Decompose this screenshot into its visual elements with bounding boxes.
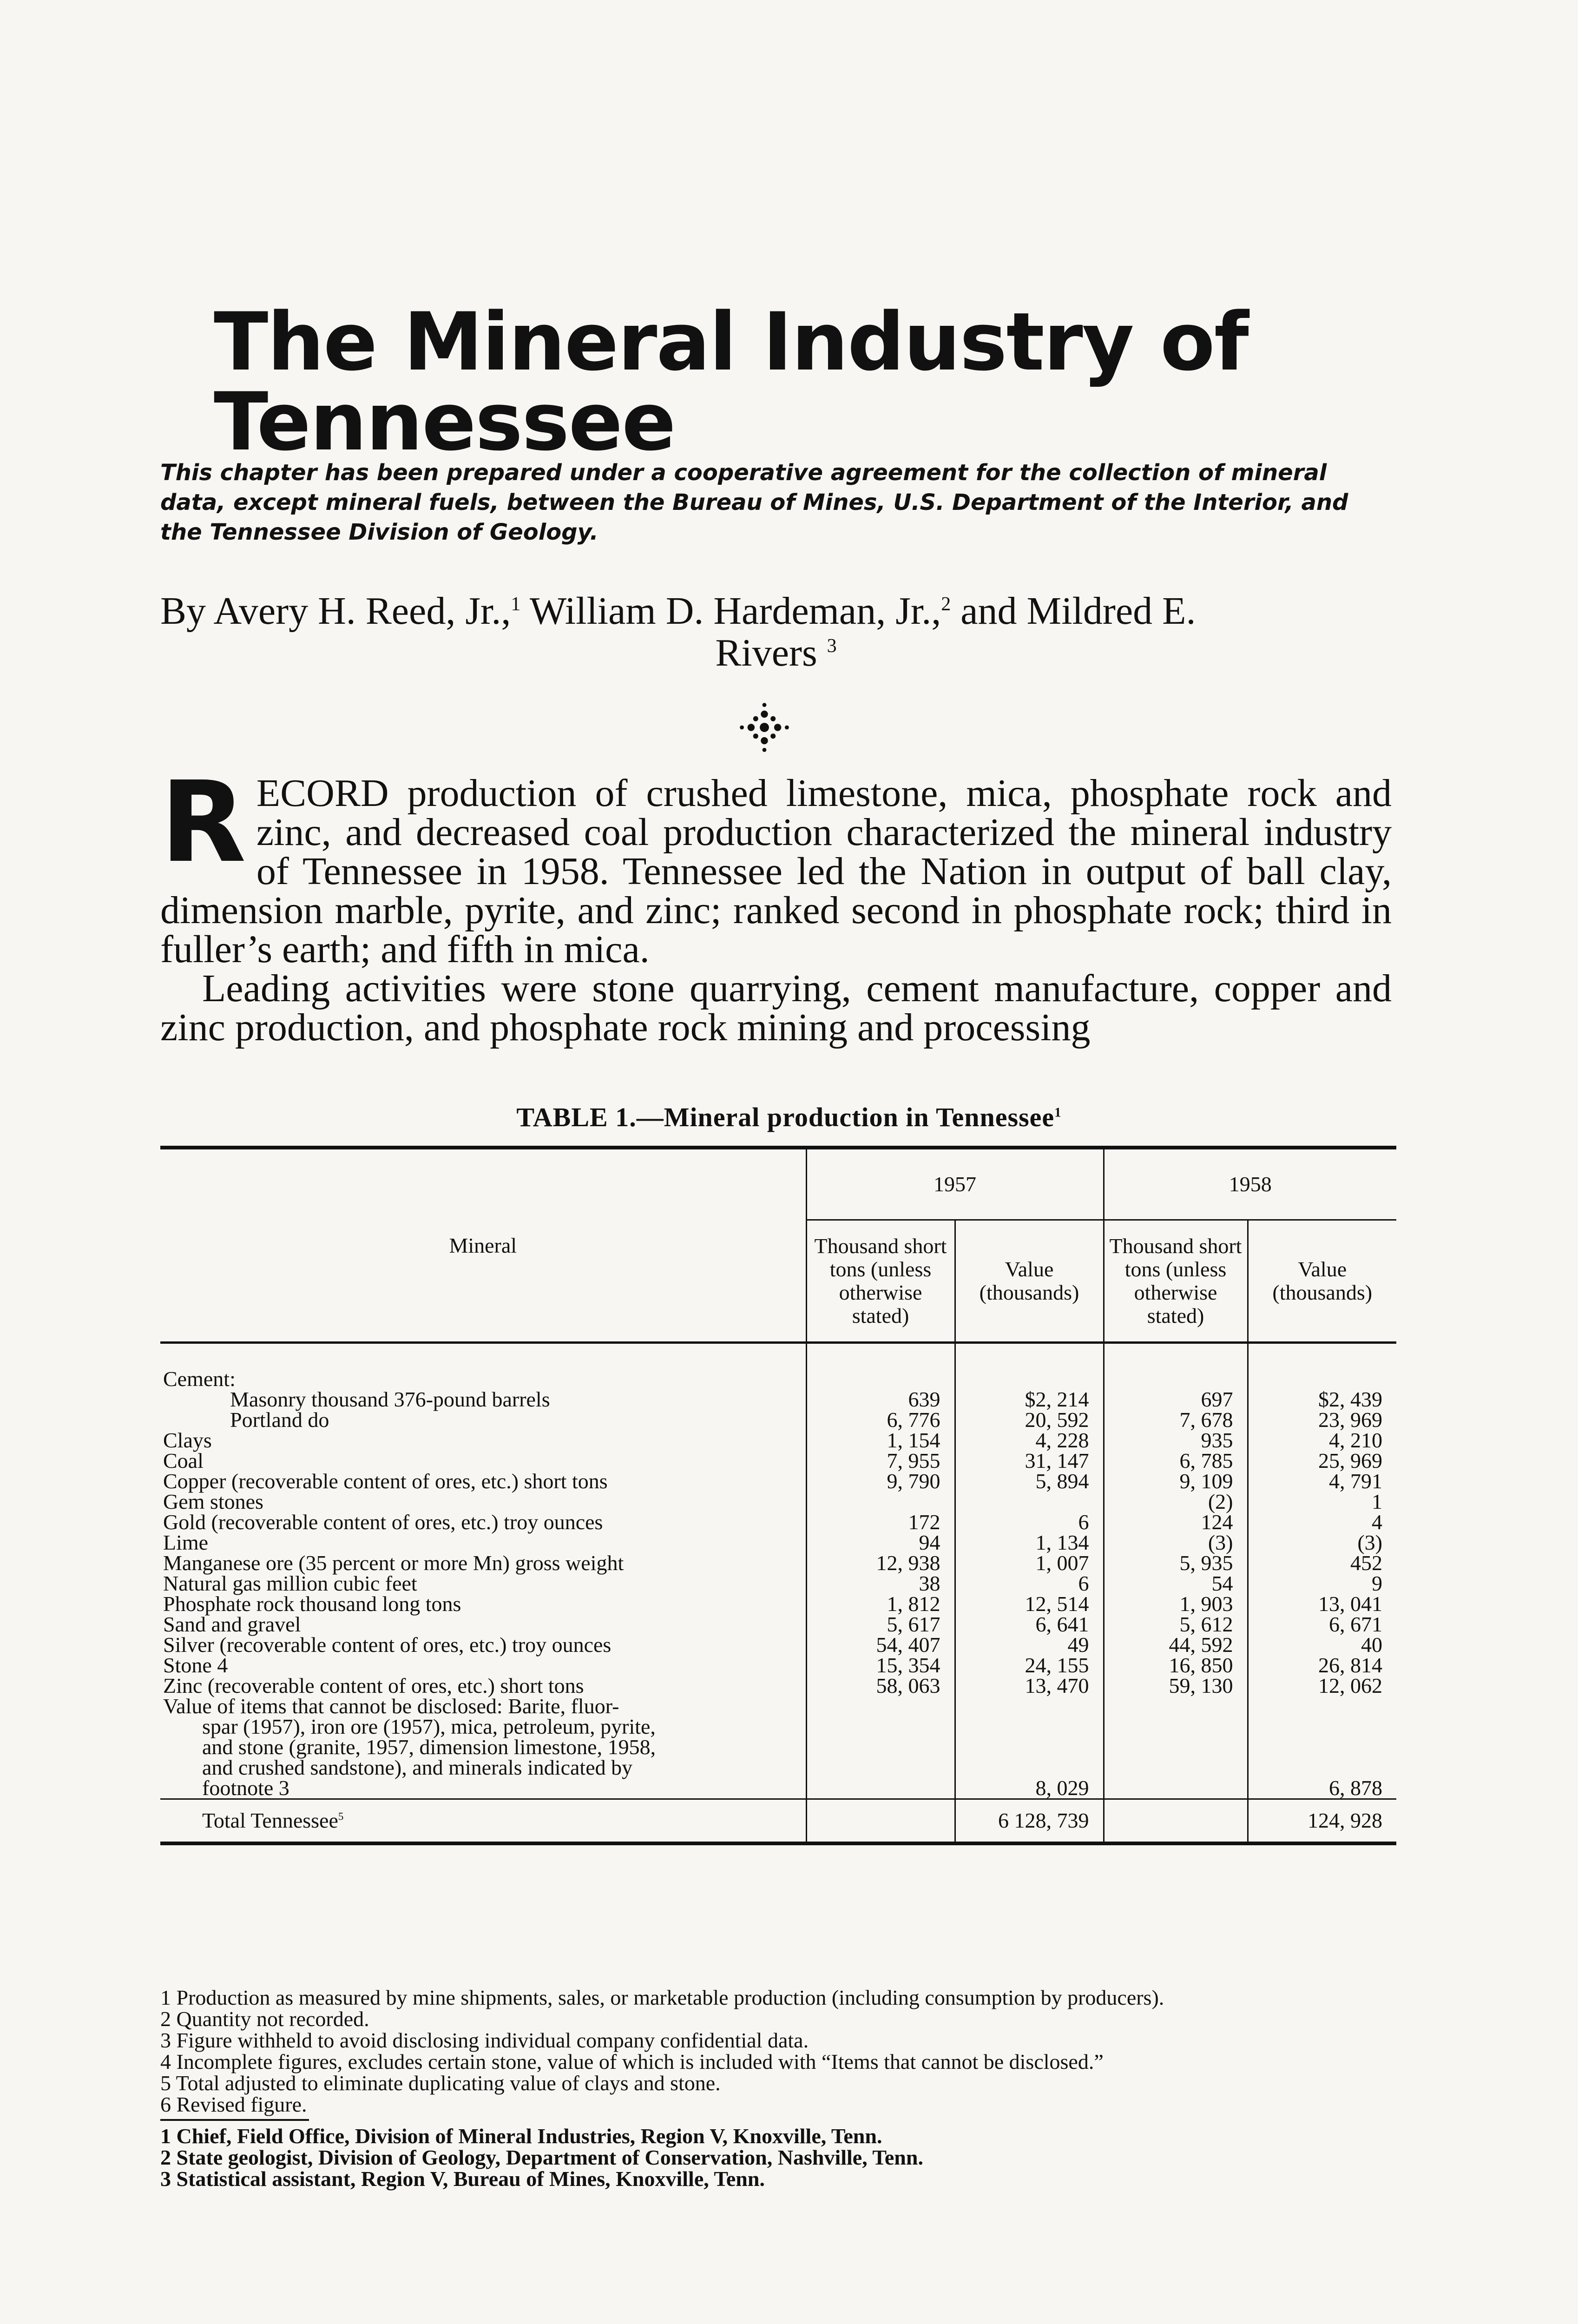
table-row <box>160 1451 1396 1471</box>
items-cell <box>1104 1737 1248 1757</box>
table-row <box>160 1594 1396 1614</box>
body-paragraph-2: Leading activities were stone quarrying, cement manufacture, copper and zinc production, and phosphate rock mining and processing <box>160 967 1392 1049</box>
row-label <box>160 1594 806 1614</box>
footnote: 6 Revised figure. <box>160 2093 307 2116</box>
cell-q58: 59, 130 <box>1104 1676 1248 1696</box>
row-label <box>160 1573 806 1594</box>
total-label-cell <box>160 1799 806 1844</box>
byline-sup1: 1 <box>511 594 521 615</box>
row-label <box>160 1451 806 1471</box>
table-row <box>160 1512 1396 1532</box>
row-mineral: Gold (recoverable content of ores, etc.) <box>163 1510 499 1534</box>
header-qty-1958: Thousand short tons (unless otherwise stated) <box>1104 1220 1248 1343</box>
row-label <box>160 1553 806 1573</box>
row-unit: troy ounces <box>504 1510 603 1534</box>
cell-v57 <box>955 1492 1104 1512</box>
row-unit: million cubic feet <box>266 1571 417 1595</box>
cell-q58: 5, 935 <box>1104 1553 1248 1573</box>
cell-q57: 15, 354 <box>806 1655 955 1676</box>
cell-v58: 25, 969 <box>1248 1451 1396 1471</box>
items-note-line: footnote 3 <box>202 1776 289 1800</box>
row-mineral: Clays <box>163 1428 212 1452</box>
cell-q58: 54 <box>1104 1573 1248 1594</box>
header-value-1957: Value (thousands) <box>955 1220 1104 1343</box>
table-row <box>160 1389 1396 1410</box>
cell-v57: 12, 514 <box>955 1594 1104 1614</box>
header-year-1957: 1957 <box>806 1148 1104 1220</box>
cell-q57: 94 <box>806 1532 955 1553</box>
table-row <box>160 1676 1396 1696</box>
byline-rivers: Rivers <box>715 631 817 674</box>
row-unit: short tons <box>524 1469 608 1493</box>
byline <box>160 590 1392 674</box>
total-cell <box>806 1799 955 1844</box>
cell-q57: 9, 790 <box>806 1471 955 1492</box>
cell-q57 <box>806 1492 955 1512</box>
items-cell <box>806 1717 955 1737</box>
row-label <box>160 1655 806 1676</box>
footnote: 1 Production as measured by mine shipments, sales, or marketable production (including consumption by producers). <box>160 1986 1164 2009</box>
footnotes <box>160 1987 1396 2190</box>
items-cell <box>1104 1757 1248 1778</box>
cell-q57: 639 <box>806 1389 955 1410</box>
table-row <box>160 1430 1396 1451</box>
row-mineral: Cement: <box>163 1367 236 1391</box>
row-label <box>160 1676 806 1696</box>
cell-q58: 9, 109 <box>1104 1471 1248 1492</box>
row-label <box>160 1369 806 1389</box>
cell-q57: 172 <box>806 1512 955 1532</box>
chapter-title: The Mineral Industry of Tennessee <box>214 295 1248 469</box>
intro-note: This chapter has been prepared under a cooperative agreement for the collection of mineral data, except mineral fuels, between the Bureau of Mines, U.S. Department of the Interior, and the Tennessee Division of Geology. <box>160 460 1348 545</box>
row-label <box>160 1471 806 1492</box>
cell-v58: 26, 814 <box>1248 1655 1396 1676</box>
row-label <box>160 1430 806 1451</box>
cell-v58: 452 <box>1248 1553 1396 1573</box>
row-label <box>160 1614 806 1635</box>
cell-v57: 24, 155 <box>955 1655 1104 1676</box>
cell-v57: 6 <box>955 1573 1104 1594</box>
table-row <box>160 1369 1396 1389</box>
cell-v58: 1 <box>1248 1492 1396 1512</box>
production-table-wrap <box>160 1146 1396 1973</box>
items-cell <box>1104 1717 1248 1737</box>
total-label: Total Tennessee <box>202 1809 338 1832</box>
cell-v57: 1, 007 <box>955 1553 1104 1573</box>
row-label <box>160 1492 806 1512</box>
cell-q57 <box>806 1369 955 1389</box>
cell-q57: 38 <box>806 1573 955 1594</box>
author-note: 2 State geologist, Division of Geology, Department of Conservation, Nashville, Tenn. <box>160 2146 923 2169</box>
total-cell: 6 128, 739 <box>955 1799 1104 1844</box>
items-cell <box>1248 1696 1396 1717</box>
items-cell <box>1248 1757 1396 1778</box>
items-cell <box>955 1717 1104 1737</box>
row-label <box>160 1512 806 1532</box>
items-cell <box>806 1737 955 1757</box>
table-caption <box>0 1102 1578 1133</box>
footnote-rule <box>160 2119 309 2121</box>
row-unit: thousand 376-pound barrels <box>311 1387 550 1411</box>
items-cell <box>1104 1778 1248 1799</box>
total-cell <box>1104 1799 1248 1844</box>
cell-q58: 7, 678 <box>1104 1410 1248 1430</box>
table-footnotes <box>160 1987 1396 2115</box>
items-cell <box>1248 1737 1396 1757</box>
row-unit: do <box>308 1408 329 1432</box>
cell-v57: 1, 134 <box>955 1532 1104 1553</box>
cell-q57: 58, 063 <box>806 1676 955 1696</box>
items-note-row <box>160 1717 1396 1737</box>
header-value-1958: Value (thousands) <box>1248 1220 1396 1343</box>
items-note-row <box>160 1696 1396 1717</box>
cell-v57 <box>955 1369 1104 1389</box>
cell-v58: 6, 671 <box>1248 1614 1396 1635</box>
table-row <box>160 1614 1396 1635</box>
table-caption-text: TABLE 1.—Mineral production in Tennessee <box>516 1102 1055 1132</box>
table-row <box>160 1573 1396 1594</box>
body-paragraph-1: ECORD production of crushed limestone, mica, phosphate rock and zinc, and decreased coal production characterized the mineral industry of Tennessee in 1958. Tennessee led the Nation in output of ball clay, dimension marble, pyrite, and zinc; ranked second in phosphate rock; third in fuller’s earth; and fifth in mica. <box>160 772 1392 971</box>
row-label <box>160 1532 806 1553</box>
cell-q57: 54, 407 <box>806 1635 955 1655</box>
row-mineral: Zinc (recoverable content of ores, etc.) <box>163 1674 495 1697</box>
items-cell <box>955 1737 1104 1757</box>
row-label <box>160 1635 806 1655</box>
cell-q58: 1, 903 <box>1104 1594 1248 1614</box>
cell-v58: (3) <box>1248 1532 1396 1553</box>
items-note-line: and stone (granite, 1957, dimension limestone, 1958, <box>202 1735 656 1759</box>
items-note-line: spar (1957), iron ore (1957), mica, petroleum, pyrite, <box>202 1715 656 1738</box>
cell-v58: $2, 439 <box>1248 1389 1396 1410</box>
cell-q58: 697 <box>1104 1389 1248 1410</box>
items-cell <box>806 1696 955 1717</box>
table-row <box>160 1655 1396 1676</box>
body-text <box>160 757 1392 1049</box>
drop-cap: R <box>160 757 246 887</box>
table-row <box>160 1471 1396 1492</box>
items-cell <box>1104 1696 1248 1717</box>
row-mineral: Gem stones <box>163 1490 263 1513</box>
items-cell <box>1248 1717 1396 1737</box>
footnote: 4 Incomplete figures, excludes certain stone, value of which is included with “Items that cannot be disclosed.” <box>160 2050 1104 2073</box>
cell-v57: 20, 592 <box>955 1410 1104 1430</box>
production-table <box>160 1146 1396 1845</box>
items-cell: 8, 029 <box>955 1778 1104 1799</box>
items-note-row <box>160 1737 1396 1757</box>
byline-sup3: 3 <box>827 635 837 657</box>
cell-v57: 13, 470 <box>955 1676 1104 1696</box>
footnote: 5 Total adjusted to eliminate duplicating value of clays and stone. <box>160 2071 721 2095</box>
row-mineral: Copper (recoverable content of ores, etc.) <box>163 1469 519 1493</box>
cell-q58: 5, 612 <box>1104 1614 1248 1635</box>
items-cell: 6, 878 <box>1248 1778 1396 1799</box>
cell-v57: $2, 214 <box>955 1389 1104 1410</box>
row-unit: thousand long tons <box>299 1592 461 1616</box>
table-body <box>160 1343 1396 1844</box>
cell-v57: 6 <box>955 1512 1104 1532</box>
cell-q58: 44, 592 <box>1104 1635 1248 1655</box>
cell-v58: 12, 062 <box>1248 1676 1396 1696</box>
cell-v58: 23, 969 <box>1248 1410 1396 1430</box>
author-note: 1 Chief, Field Office, Division of Mineral Industries, Region V, Knoxville, Tenn. <box>160 2124 882 2148</box>
cell-q58: 6, 785 <box>1104 1451 1248 1471</box>
row-mineral: Portland <box>230 1408 302 1432</box>
cell-q58: 935 <box>1104 1430 1248 1451</box>
table-caption-sup: 1 <box>1054 1105 1062 1120</box>
table-row <box>160 1553 1396 1573</box>
cell-q58: (2) <box>1104 1492 1248 1512</box>
total-sup: 5 <box>338 1810 344 1822</box>
row-mineral: Phosphate rock <box>163 1592 295 1616</box>
row-mineral: Stone 4 <box>163 1653 228 1677</box>
cell-q58: 16, 850 <box>1104 1655 1248 1676</box>
items-note-row <box>160 1757 1396 1778</box>
byline-author1: By Avery H. Reed, Jr., <box>160 589 511 633</box>
cell-v57: 4, 228 <box>955 1430 1104 1451</box>
cell-v58: 4, 791 <box>1248 1471 1396 1492</box>
row-mineral: Manganese ore (35 percent or more Mn) <box>163 1551 510 1575</box>
cell-v58: 9 <box>1248 1573 1396 1594</box>
header-mineral: Mineral <box>160 1148 806 1343</box>
row-mineral: Lime <box>163 1531 209 1554</box>
row-mineral: Silver (recoverable content of ores, etc.) <box>163 1633 507 1657</box>
cell-q58 <box>1104 1369 1248 1389</box>
byline-sup2: 2 <box>941 594 951 615</box>
items-note-line: Value of items that cannot be disclosed: Barite, fluor- <box>163 1694 619 1718</box>
byline-author2: William D. Hardeman, Jr., <box>520 589 941 633</box>
ornament-icon <box>739 702 790 753</box>
footnote: 2 Quantity not recorded. <box>160 2007 369 2031</box>
cell-q57: 12, 938 <box>806 1553 955 1573</box>
byline-cont <box>160 632 1392 674</box>
cell-v57: 6, 641 <box>955 1614 1104 1635</box>
row-label <box>160 1410 806 1430</box>
cell-q58: 124 <box>1104 1512 1248 1532</box>
total-cell: 124, 928 <box>1248 1799 1396 1844</box>
cell-v57: 49 <box>955 1635 1104 1655</box>
author-footnotes <box>160 2126 1396 2190</box>
cell-q58: (3) <box>1104 1532 1248 1553</box>
cell-v57: 31, 147 <box>955 1451 1104 1471</box>
total-row <box>160 1799 1396 1844</box>
table-row <box>160 1410 1396 1430</box>
row-mineral: Natural gas <box>163 1571 261 1595</box>
author-note: 3 Statistical assistant, Region V, Bureau of Mines, Knoxville, Tenn. <box>160 2167 765 2191</box>
row-label <box>160 1389 806 1410</box>
items-note-line: and crushed sandstone), and minerals indicated by <box>202 1756 633 1779</box>
cell-q57: 1, 812 <box>806 1594 955 1614</box>
items-cell <box>806 1778 955 1799</box>
cell-q57: 7, 955 <box>806 1451 955 1471</box>
items-cell <box>955 1757 1104 1778</box>
cell-v58 <box>1248 1369 1396 1389</box>
byline-author3: and Mildred E. <box>951 589 1196 633</box>
cell-v58: 4, 210 <box>1248 1430 1396 1451</box>
row-mineral: Coal <box>163 1449 204 1472</box>
cell-q57: 6, 776 <box>806 1410 955 1430</box>
cell-v58: 4 <box>1248 1512 1396 1532</box>
items-cell <box>955 1696 1104 1717</box>
items-note-row <box>160 1778 1396 1799</box>
table-row <box>160 1532 1396 1553</box>
row-unit: troy ounces <box>512 1633 611 1657</box>
cell-q57: 1, 154 <box>806 1430 955 1451</box>
cell-v58: 40 <box>1248 1635 1396 1655</box>
header-year-1958: 1958 <box>1104 1148 1396 1220</box>
cell-v58: 13, 041 <box>1248 1594 1396 1614</box>
row-mineral: Masonry <box>230 1387 306 1411</box>
row-unit: short tons <box>500 1674 584 1697</box>
table-row <box>160 1492 1396 1512</box>
cell-q57: 5, 617 <box>806 1614 955 1635</box>
row-mineral: Sand and gravel <box>163 1612 301 1636</box>
row-unit: gross weight <box>515 1551 624 1575</box>
table-row <box>160 1635 1396 1655</box>
header-qty-1957: Thousand short tons (unless otherwise stated) <box>806 1220 955 1343</box>
items-cell <box>806 1757 955 1778</box>
cell-v57: 5, 894 <box>955 1471 1104 1492</box>
footnote: 3 Figure withheld to avoid disclosing individual company confidential data. <box>160 2028 809 2052</box>
